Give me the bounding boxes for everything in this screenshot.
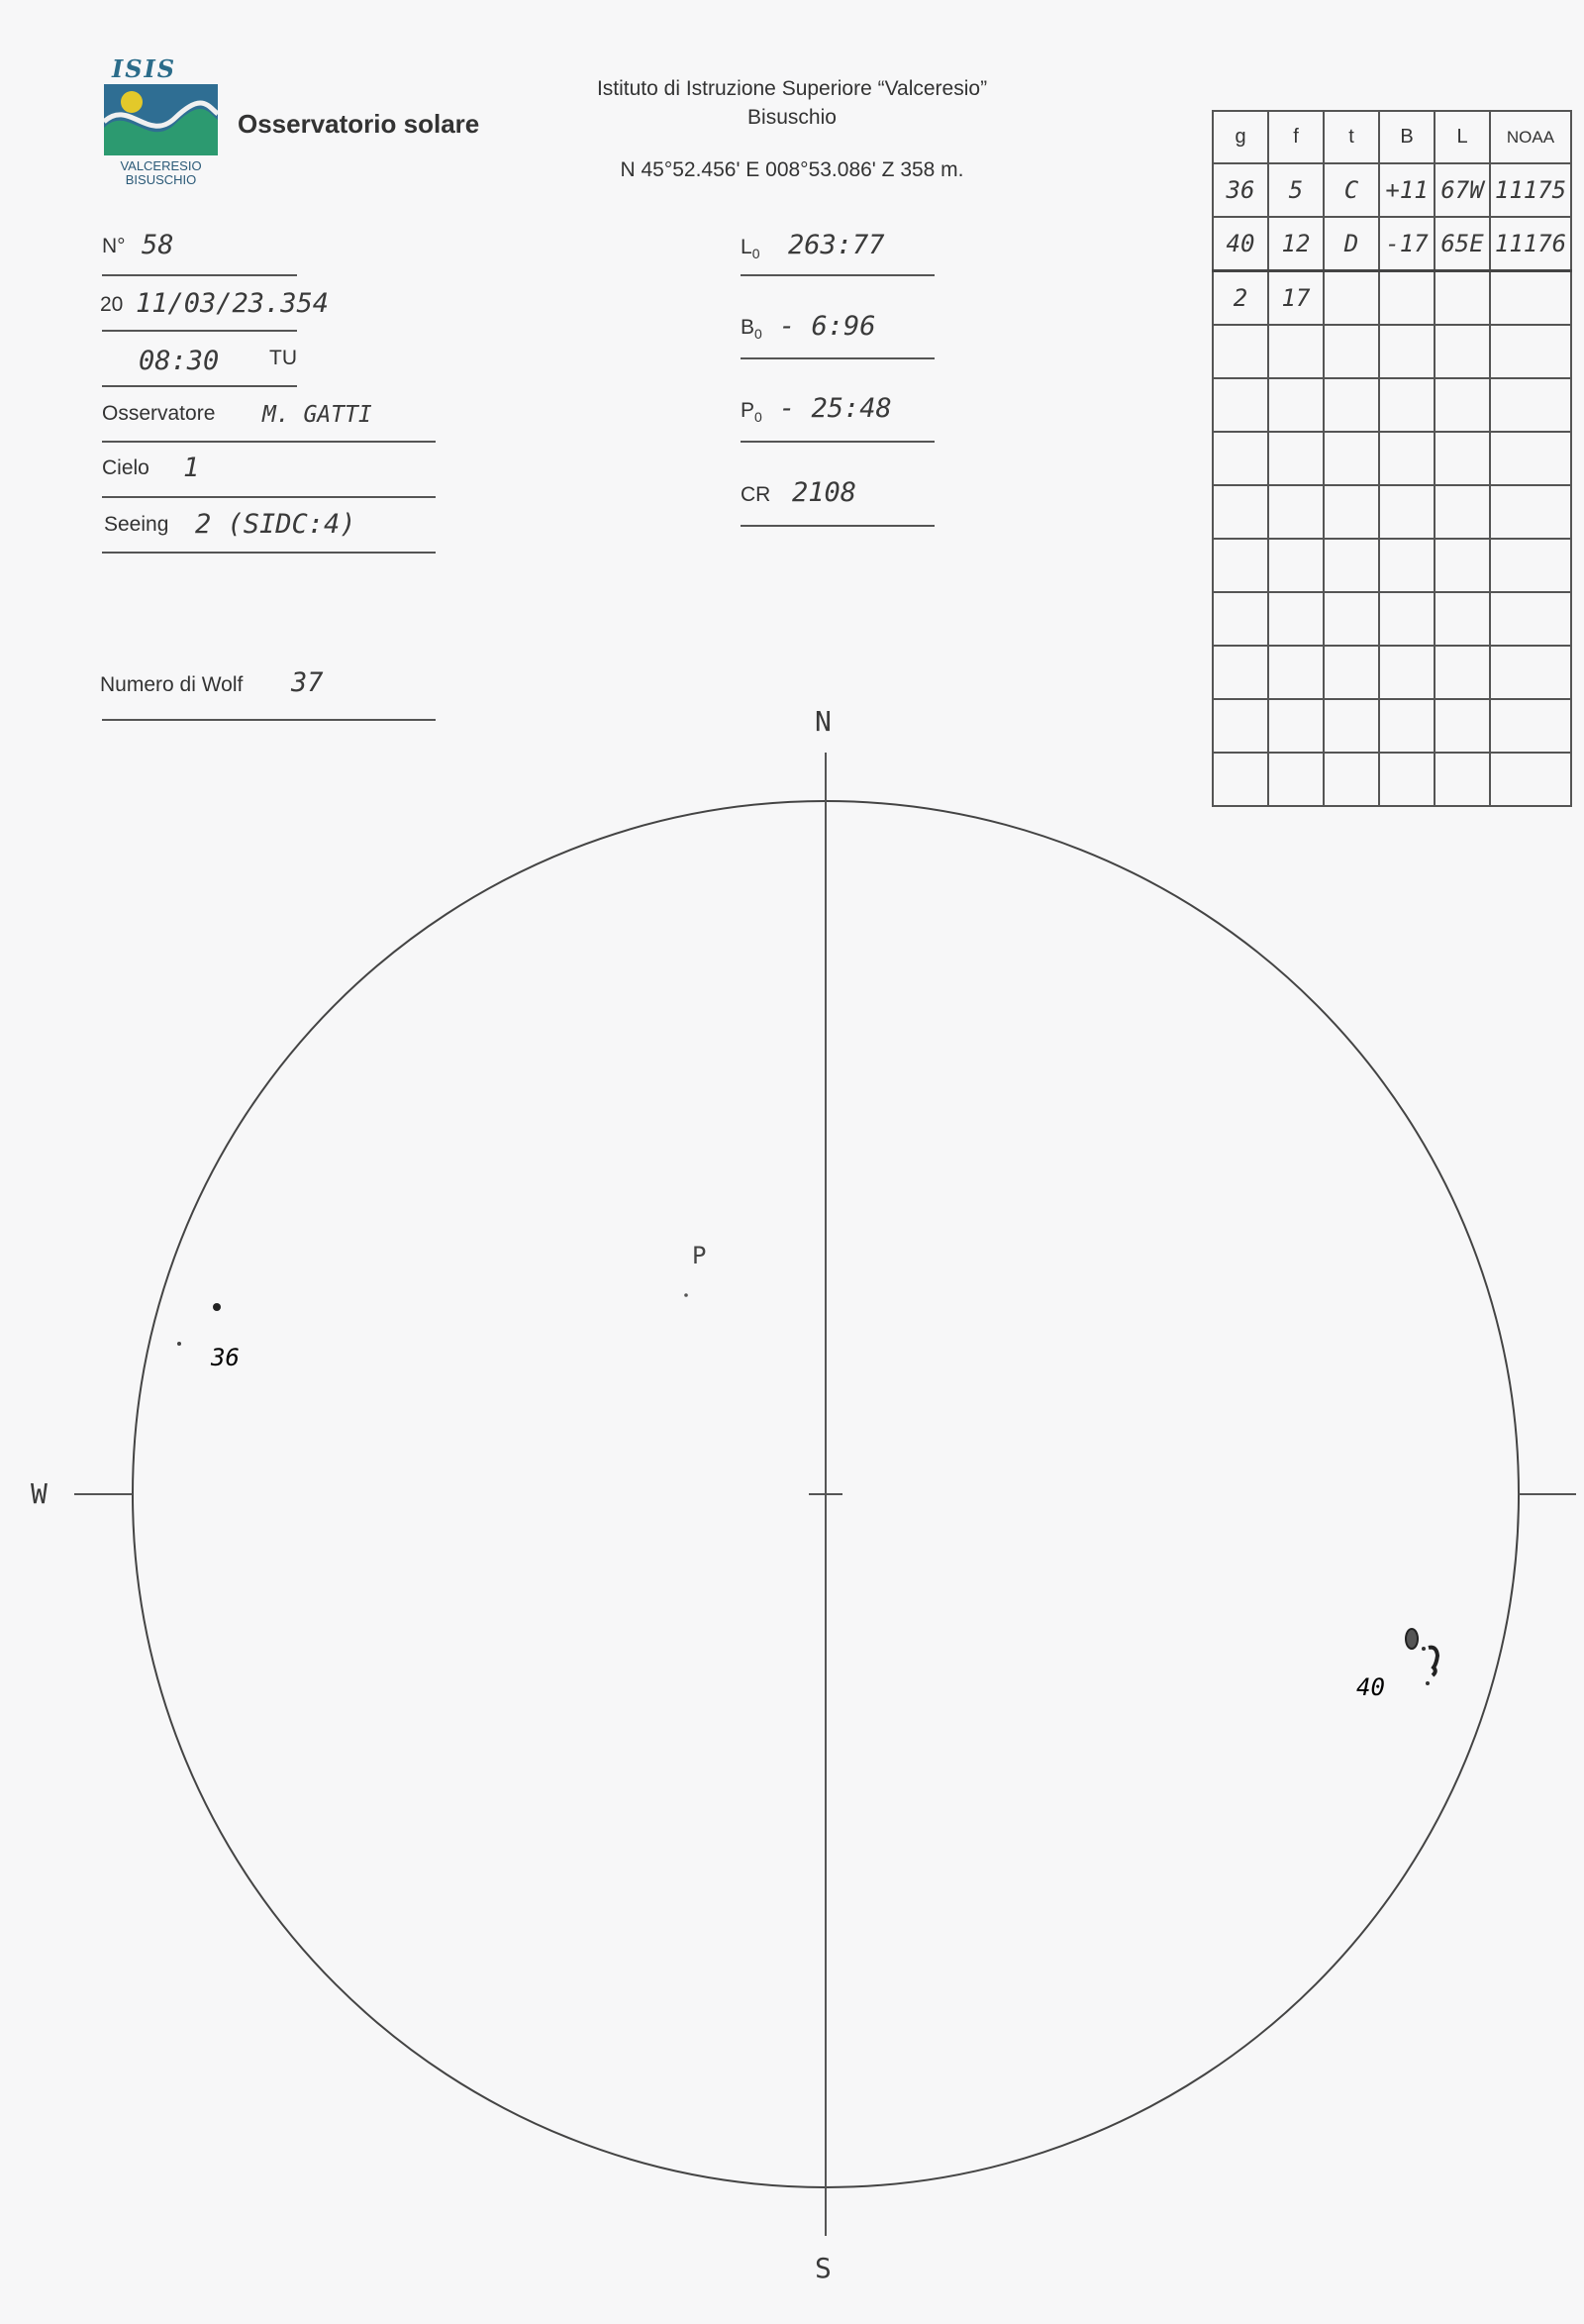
time-unit: TU (269, 347, 297, 369)
sky-value: 1 (183, 453, 200, 483)
observer-value: M. GATTI (262, 402, 372, 428)
cell-f: 12 (1268, 217, 1324, 271)
cr-value: 2108 (792, 477, 857, 508)
sky-label: Cielo (102, 456, 149, 479)
observatory-coordinates: N 45°52.456' E 008°53.086' Z 358 m. (620, 158, 964, 181)
col-g: g (1213, 111, 1268, 163)
b0-subscript: 0 (754, 326, 762, 343)
spot-40-b (1422, 1647, 1426, 1651)
west-label: W (31, 1477, 48, 1510)
cell-l: 65E (1435, 217, 1490, 271)
date-prefix: 20 (100, 293, 124, 316)
cell-g: 36 (1213, 163, 1268, 217)
institute-name: Istituto di Istruzione Superiore “Valceresio” (596, 77, 988, 100)
l0-letter: L (741, 236, 752, 258)
number-value: 58 (142, 230, 174, 260)
l0-subscript: 0 (751, 246, 760, 262)
logo-subtitle-1: VALCERESIO (120, 158, 202, 173)
wolf-value: 37 (291, 667, 324, 698)
cell-l: 67W (1435, 163, 1490, 217)
logo-wordmark: ISIS (112, 54, 177, 83)
south-label: S (815, 2252, 832, 2284)
cell-g: 40 (1213, 217, 1268, 271)
seeing-value: 2 (SIDC:4) (195, 509, 356, 540)
spot-40-c (1429, 1648, 1437, 1675)
cell-g: 2 (1213, 271, 1268, 326)
b0-value: - 6:96 (779, 311, 876, 342)
cell-f: 5 (1268, 163, 1324, 217)
spot-36-a (213, 1303, 221, 1311)
cell-b: -17 (1379, 217, 1435, 271)
institute-town: Bisuschio (747, 106, 837, 129)
cell-b: +11 (1379, 163, 1435, 217)
col-t: t (1324, 111, 1379, 163)
l0-value: 263:77 (788, 230, 885, 260)
cell-noaa: 11176 (1490, 217, 1571, 271)
col-noaa: NOAA (1490, 111, 1571, 163)
p0-letter: P (741, 399, 755, 422)
cell-t: C (1324, 163, 1379, 217)
spot-36-b (177, 1342, 181, 1346)
spot-40-a (1406, 1629, 1418, 1649)
page-title: Osservatorio solare (238, 109, 480, 139)
col-l: L (1435, 111, 1490, 163)
cell-t: D (1324, 217, 1379, 271)
cr-label: CR (741, 483, 771, 506)
p0-subscript: 0 (754, 409, 762, 426)
logo-subtitle-2: BISUSCHIO (125, 172, 197, 187)
seeing-label: Seeing (104, 513, 169, 536)
wolf-label: Numero di Wolf (100, 673, 244, 696)
spot-40-d (1426, 1681, 1430, 1685)
north-label: N (815, 705, 832, 738)
group-label-36: 36 (211, 1344, 240, 1371)
cell-f: 17 (1268, 271, 1324, 326)
b0-letter: B (741, 316, 755, 339)
date-value: 11/03/23.354 (136, 288, 330, 319)
number-label: N° (102, 235, 126, 257)
pole-marker-label: P (692, 1242, 707, 1269)
cell-noaa: 11175 (1490, 163, 1571, 217)
p0-value: - 25:48 (779, 393, 892, 424)
observer-label: Osservatore (102, 402, 216, 425)
time-value: 08:30 (139, 346, 220, 376)
col-f: f (1268, 111, 1324, 163)
col-b: B (1379, 111, 1435, 163)
pole-marker-dot (684, 1293, 688, 1297)
group-label-40: 40 (1356, 1673, 1385, 1701)
